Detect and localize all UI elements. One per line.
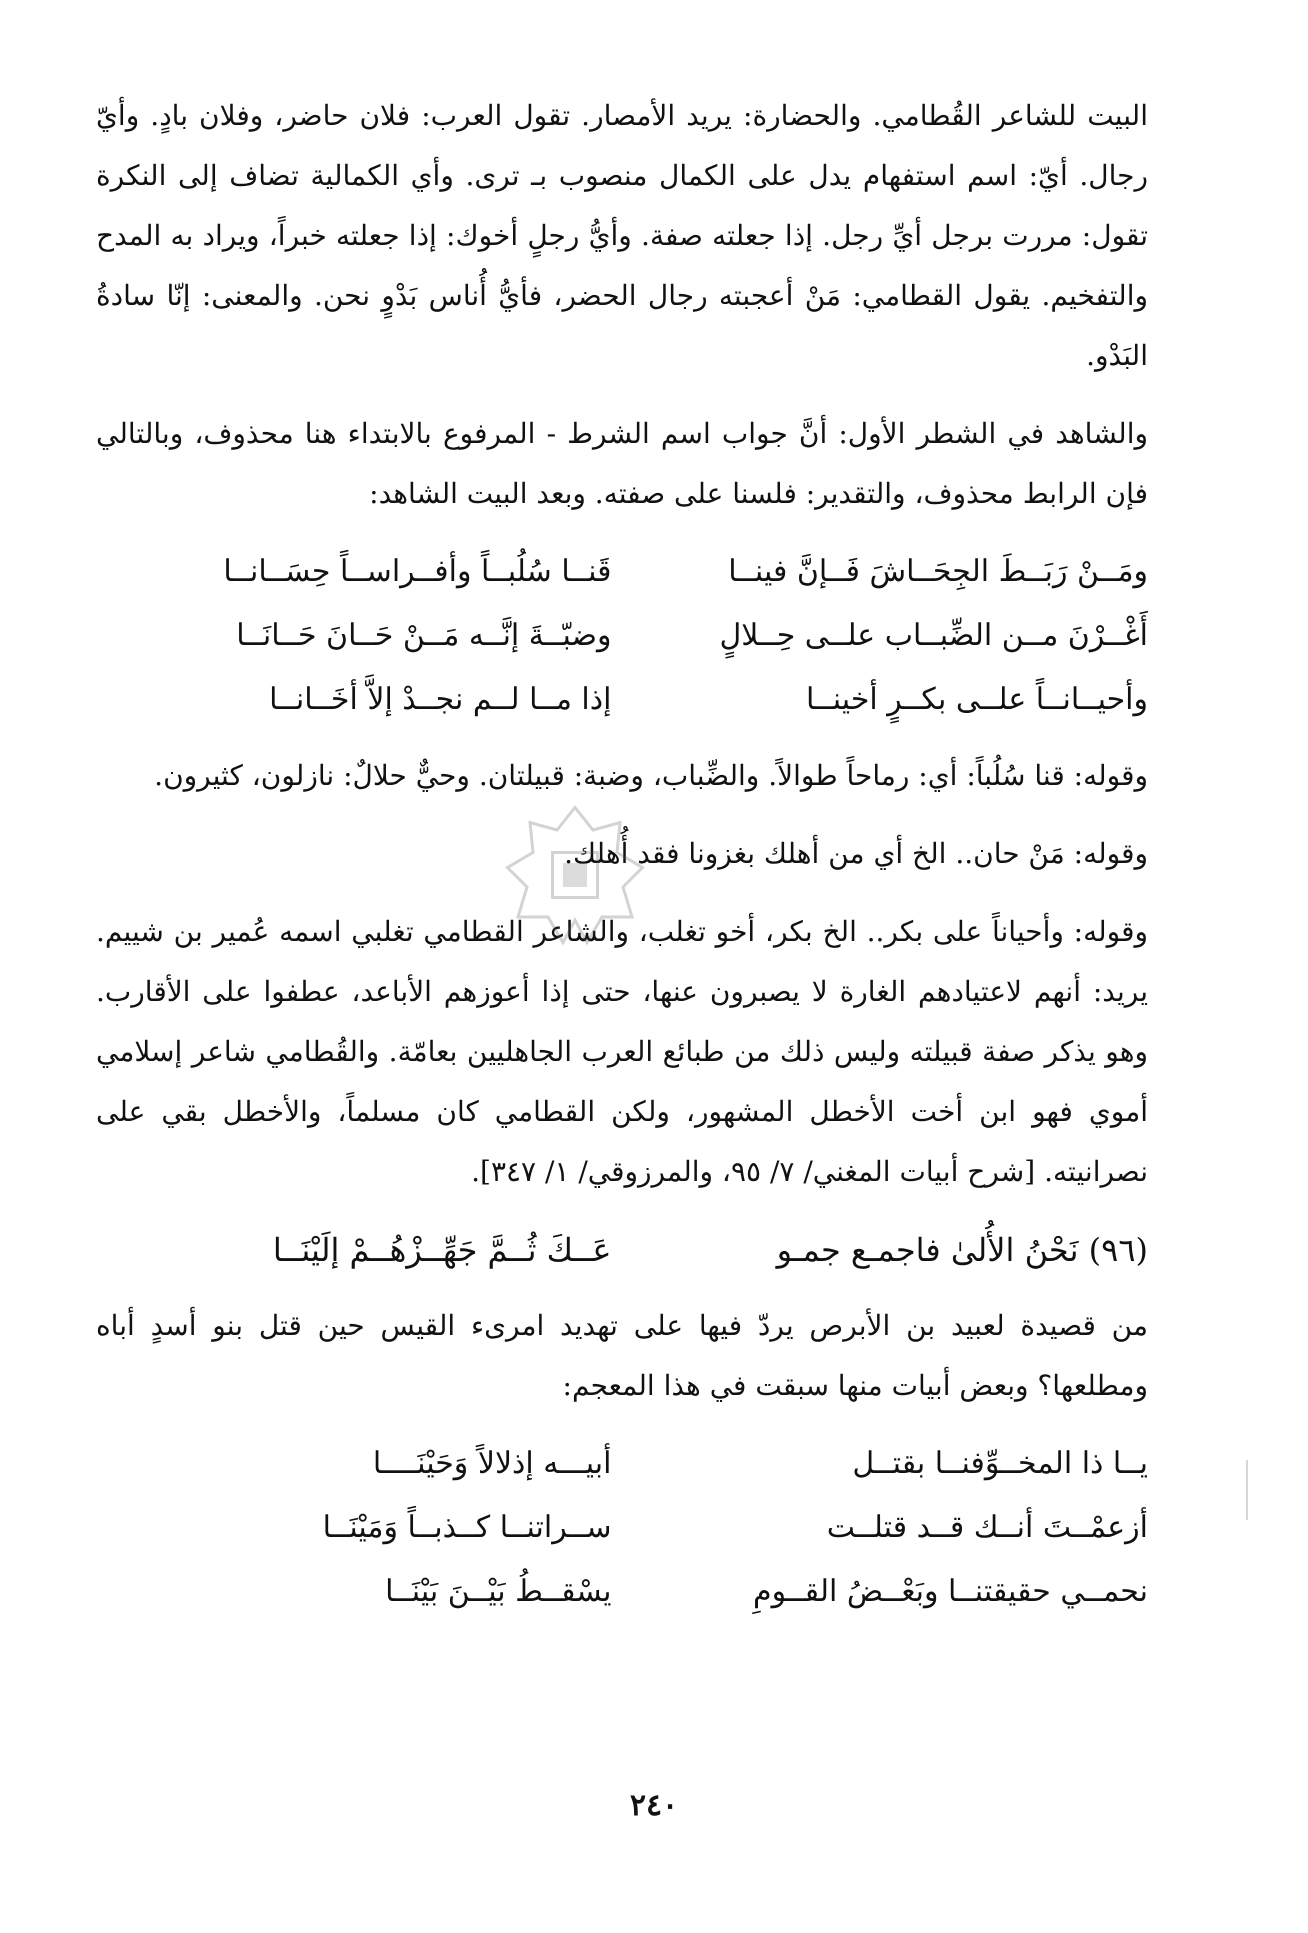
- library-seal-icon: [500, 800, 650, 950]
- verse-first-hemistich: يــا ذا المخــوِّفنــا بقتــل: [852, 1446, 1148, 1481]
- numbered-verse-first-hemistich: (٩٦) نَحْنُ الأُلىٰ فاجمـع جمـو: [776, 1231, 1148, 1269]
- paragraph-3: وقوله: قنا سُلُباً: أي: رماحاً طوالاً. والضِّباب، وضبة: قبيلتان. وحيٌّ حلالٌ: نازلون، كثيرون.: [154, 759, 1148, 792]
- verse-line: [96, 1496, 1148, 1560]
- verse-first-hemistich: نحمــي حقيقتنــا وبَعْــضُ القــومِ: [753, 1574, 1148, 1609]
- verse-line: [96, 1560, 1148, 1624]
- numbered-verse-second-hemistich: عَــكَ ثُــمَّ جَهِّــزْهُــمْ إلَيْنَــا: [272, 1231, 612, 1269]
- numbered-verse-96: [96, 1218, 1148, 1282]
- verse-line: [96, 1432, 1148, 1496]
- verse-second-hemistich: قَنــا سُلُبــاً وأفــراســاً حِسَــانــا: [223, 554, 612, 589]
- verse-line: [96, 540, 1148, 604]
- paragraph-1: البيت للشاعر القُطامي. والحضارة: يريد الأمصار. تقول العرب: فلان حاضر، وفلان بادٍ. وأيّ رجال. أيّ: اسم استفهام يدل على الكمال منصوب بـ ترى. وأي الكمالية تضاف إلى النكرة تقول: مررت برجل أيِّ رجل. إذا جعلته صفة. وأيُّ رجلٍ أخوك: إذا جعلته خبراً، ويراد به المدح والتفخيم. يقول القطامي: مَنْ أعجبته رجال الحضر، فأيُّ أُناس بَدْوٍ نحن. والمعنى: إنّا سادةُ البَدْو.: [96, 99, 1148, 372]
- verse-block-1: [96, 540, 1148, 732]
- paragraph-4: وقوله: مَنْ حان.. الخ أي من أهلك بغزونا فقد أُهلك.: [564, 837, 1148, 870]
- verse-line: [96, 604, 1148, 668]
- verse-block-2: [96, 1432, 1148, 1624]
- verse-first-hemistich: أَغْــرْنَ مــن الضِّبــاب علــى حِــلالٍ: [719, 618, 1148, 653]
- paragraph-2: والشاهد في الشطر الأول: أنَّ جواب اسم الشرط - المرفوع بالابتداء هنا محذوف، وبالتالي فإن الرابط محذوف، والتقدير: فلسنا على صفته. وبعد البيت الشاهد:: [96, 417, 1148, 510]
- verse-line: [96, 668, 1148, 732]
- verse-second-hemistich: يسْقــطُ بَيْــنَ بَيْنَــا: [385, 1574, 612, 1609]
- verse-second-hemistich: إذا مــا لــم نجــدْ إلاَّ أخَــانــا: [269, 682, 612, 717]
- verse-first-hemistich: ومَــنْ رَبَــطَ الجِحَــاشَ فَــإنَّ فينــا: [728, 554, 1148, 589]
- verse-first-hemistich: أزعمْــتَ أنــك قــد قتلــت: [826, 1510, 1148, 1545]
- page-number: ٢٤٠: [629, 1788, 679, 1823]
- verse-first-hemistich: وأحيــانــاً علــى بكــرٍ أخينــا: [806, 682, 1148, 717]
- paragraph-5: وقوله: وأحياناً على بكر.. الخ بكر، أخو تغلب، والشاعر القطامي تغلبي اسمه عُمير بن شييم. يريد: أنهم لاعتيادهم الغارة لا يصبرون عنها، حتى إذا أعوزهم الأباعد، عطفوا على الأقارب. وهو يذكر صفة قبيلته وليس ذلك من طبائع العرب الجاهليين بعامّة. والقُطامي شاعر إسلامي أموي فهو ابن أخت الأخطل المشهور، ولكن القطامي كان مسلماً، والأخطل بقي على نصرانيته. [شرح أبيات المغني/ ٧/ ٩٥، والمرزوقي/ ١/ ٣٤٧].: [96, 915, 1148, 1188]
- paragraph-6: من قصيدة لعبيد بن الأبرص يردّ فيها على تهديد امرىء القيس حين قتل بنو أسدٍ أباه ومطلعها؟ وبعض أبيات منها سبقت في هذا المعجم:: [96, 1309, 1148, 1402]
- verse-second-hemistich: وضبّــةَ إنَّــه مَــنْ حَــانَ حَــانَــا: [236, 618, 612, 653]
- margin-mark: [1246, 1460, 1248, 1520]
- verse-second-hemistich: ســراتنــا كــذبــاً وَمَيْنَــا: [322, 1510, 612, 1545]
- verse-second-hemistich: أبيـــه إذلالاً وَحَيْنَــــا: [372, 1446, 612, 1481]
